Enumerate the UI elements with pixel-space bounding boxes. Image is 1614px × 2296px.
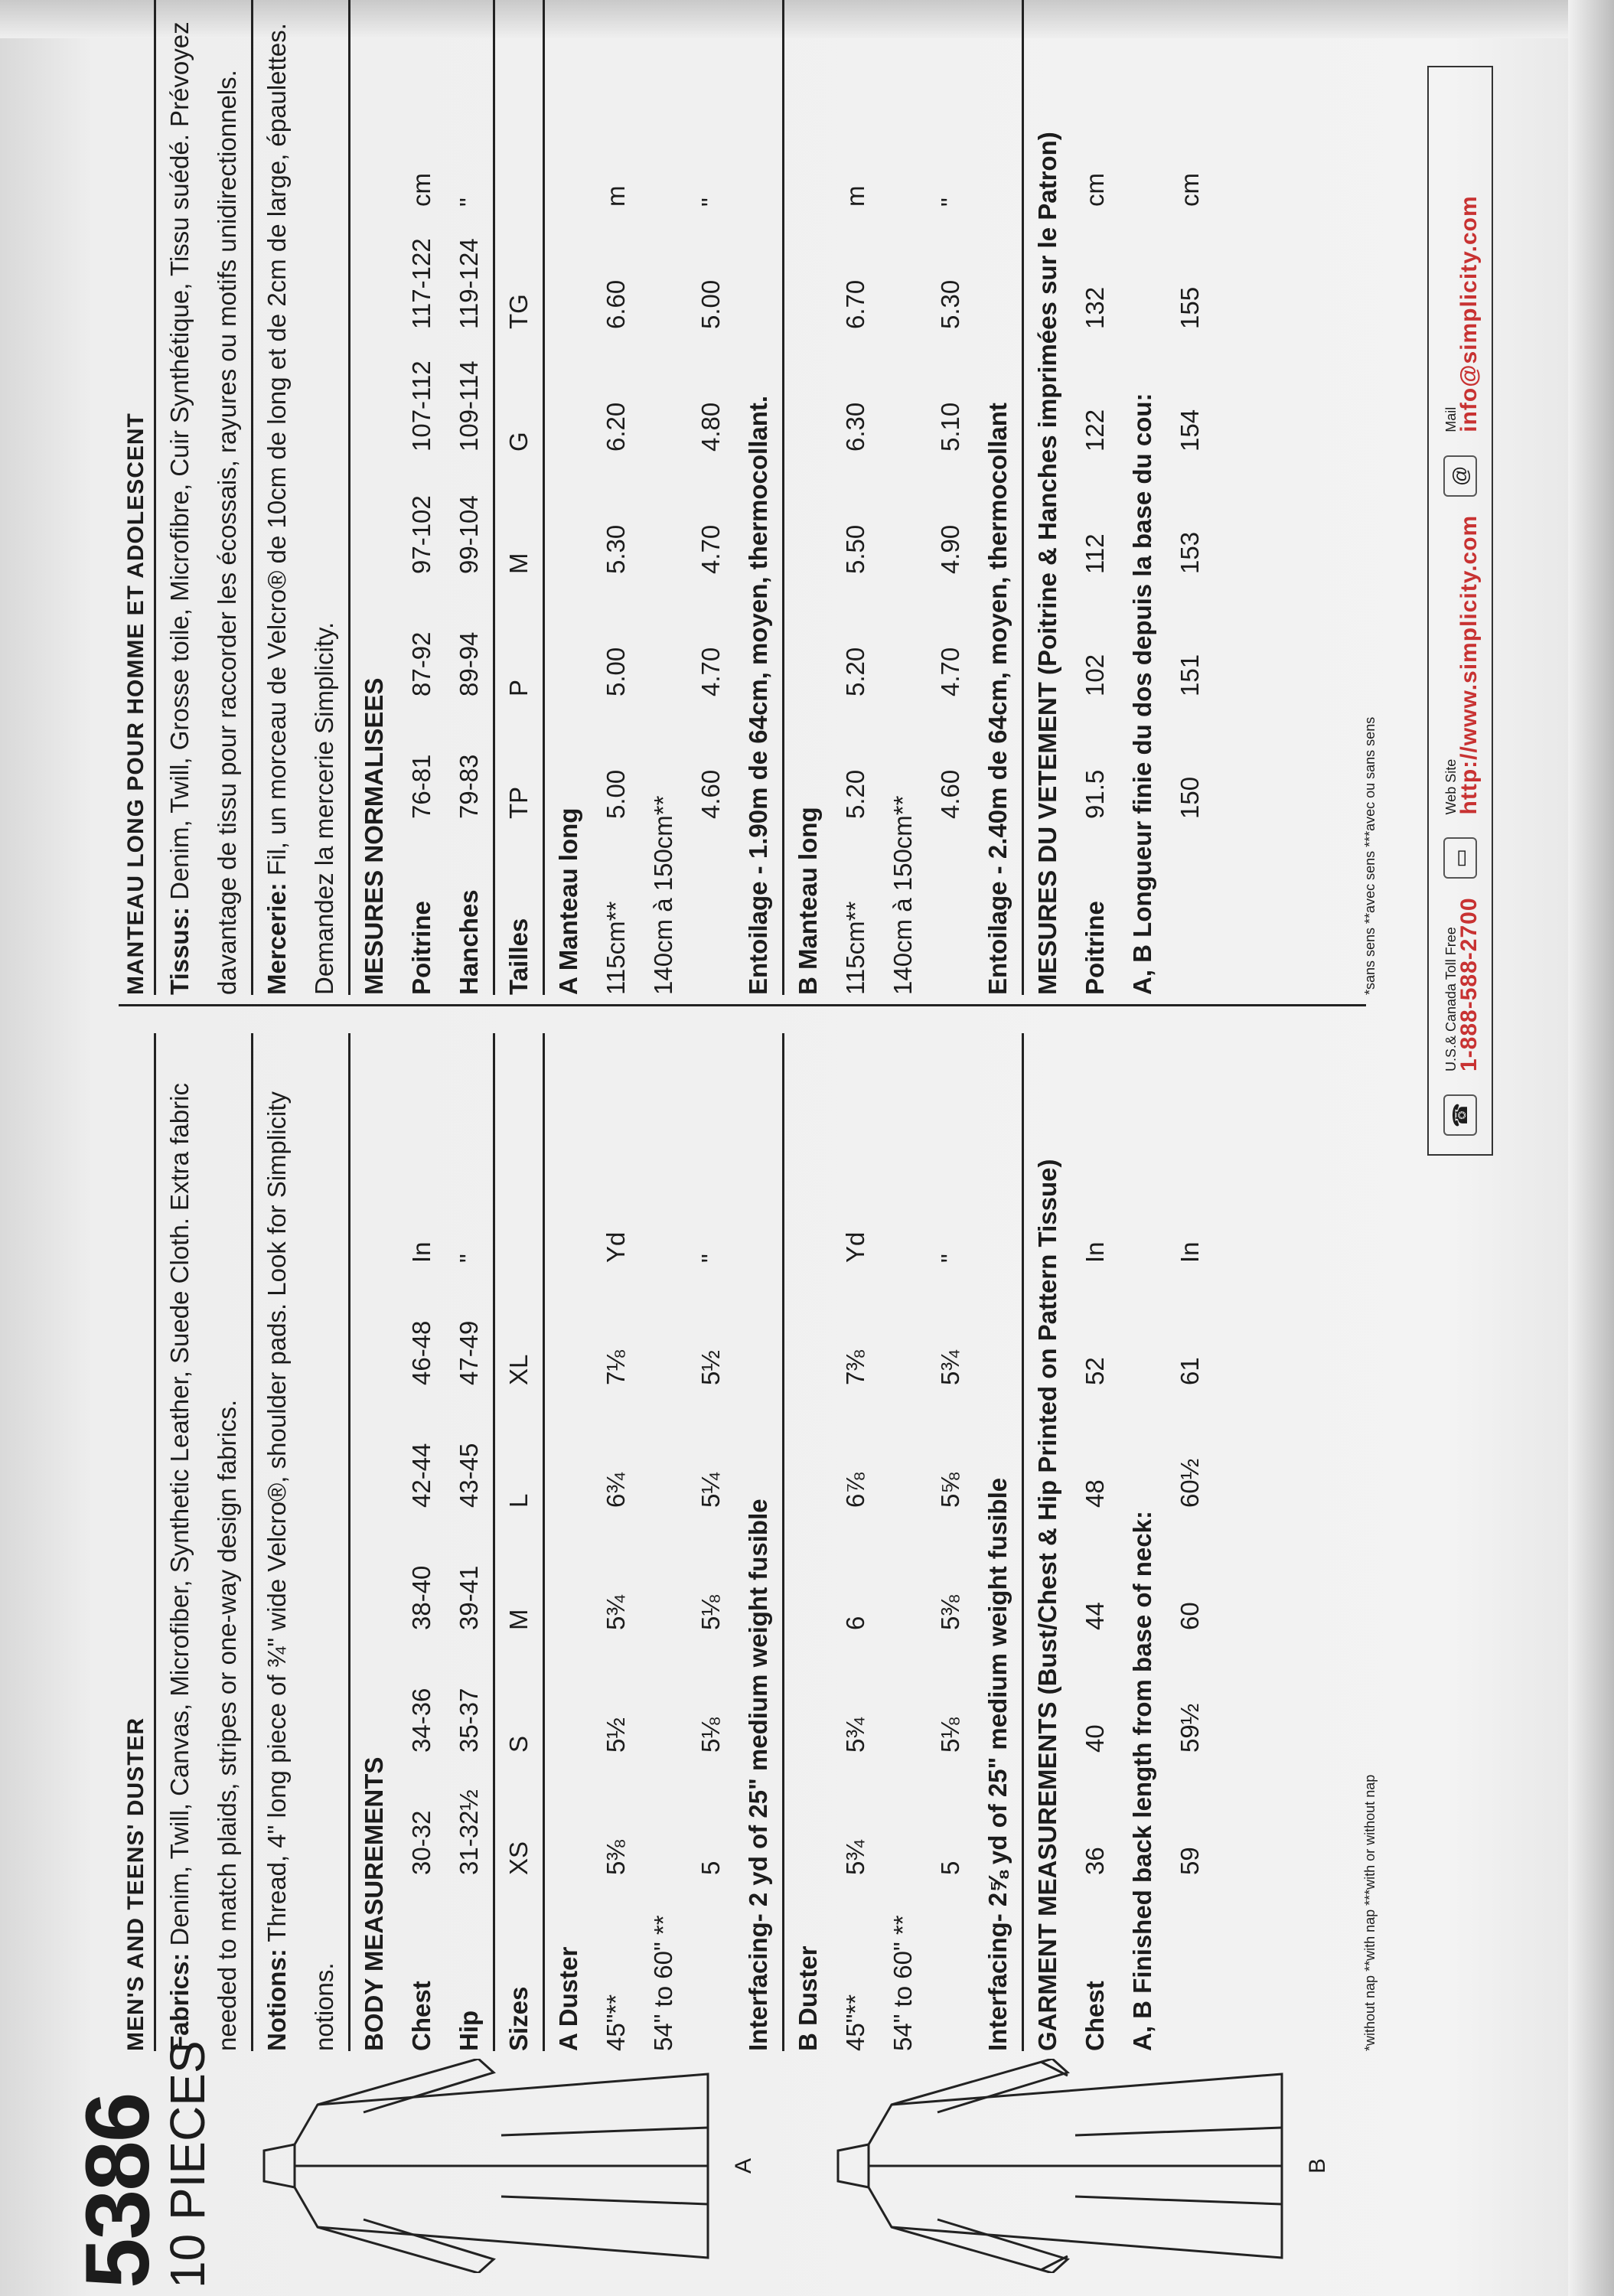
notions-label: Mercerie:	[262, 882, 291, 995]
cell: 4.70	[696, 524, 725, 574]
hip-row	[445, 0, 493, 995]
cell: XL	[504, 1354, 533, 1385]
yardage-row	[687, 0, 735, 995]
garment-chest-row	[1071, 1033, 1119, 2051]
cell: 87-92	[407, 631, 435, 696]
unit: "	[936, 197, 964, 207]
unit: Yd	[602, 1231, 630, 1263]
mail-block	[1442, 195, 1482, 432]
cell: 5.50	[841, 524, 869, 574]
row-label: Hip	[455, 2010, 483, 2051]
cell: 154	[1175, 409, 1204, 452]
cell: 46-48	[407, 1320, 435, 1385]
fabrics-text: Denim, Twill, Canvas, Microfiber, Synthetic Leather, Suede Cloth. Extra fabric needed to match plaids, stripes or one-way design fabrics.	[165, 1083, 241, 2051]
cell: 109-114	[455, 360, 483, 452]
back-length-heading: A, B Finished back length from base of neck:	[1128, 1511, 1156, 2051]
row-label: 45"**	[602, 1994, 630, 2051]
body-measurements-heading: MESURES NORMALISEES	[348, 0, 398, 995]
interfacing-a: Interfacing- 2 yd of 25" medium weight fusible	[744, 1499, 772, 2051]
cell: 36	[1081, 1847, 1109, 1875]
interfacing-b: Entoilage - 2.40m de 64cm, moyen, thermocollant	[983, 403, 1012, 995]
phone-block	[1442, 897, 1482, 1071]
view-b-heading: B Manteau long	[782, 0, 832, 995]
cell: P	[504, 679, 533, 696]
back-length-row	[1166, 1033, 1214, 2051]
cell: S	[504, 1735, 533, 1753]
french-fabrics	[156, 0, 251, 995]
unit: Yd	[841, 1231, 869, 1263]
row-label: Hanches	[455, 889, 483, 995]
fabrics-text: Denim, Twill, Grosse toile, Microfibre, Cuir Synthétique, Tissu suédé. Prévoyez davantage de tissu pour raccorder les écossais, rayures ou motifs unidirectionnels.	[165, 21, 241, 995]
cell: 52	[1081, 1357, 1109, 1385]
mail-link[interactable]: info@simplicity.com	[1456, 195, 1482, 432]
computer-icon: ▭	[1443, 837, 1477, 879]
cell: 59½	[1175, 1703, 1204, 1753]
contact-strip	[1427, 66, 1493, 1156]
english-title: MEN'S AND TEENS' DUSTER	[119, 1033, 156, 2051]
cell: 5.00	[602, 769, 630, 819]
column-divider	[119, 1004, 1366, 1006]
cell: M	[504, 1609, 533, 1630]
cell: M	[504, 553, 533, 574]
cell: 153	[1175, 531, 1204, 574]
chest-row	[398, 0, 445, 995]
cell: XS	[504, 1841, 533, 1875]
yardage-row	[592, 0, 640, 995]
cell: 59	[1175, 1847, 1204, 1875]
french-title: MANTEAU LONG POUR HOMME ET ADOLESCENT	[119, 0, 156, 995]
cell: 132	[1081, 286, 1109, 329]
yardage-row	[879, 0, 927, 995]
cell: 4.80	[696, 402, 725, 452]
cell: 6¾	[602, 1473, 630, 1508]
cell: 99-104	[455, 495, 483, 574]
cell: 42-44	[407, 1443, 435, 1508]
cell: 122	[1081, 409, 1109, 452]
garment-measurements-heading: MESURES DU VETEMENT (Poitrine & Hanches imprimées sur le Patron)	[1022, 0, 1071, 995]
row-label: 115cm**	[602, 901, 630, 995]
unit: "	[455, 1254, 483, 1263]
cell: 5⅜	[602, 1840, 630, 1875]
cell: 5	[696, 1861, 725, 1875]
cell: 44	[1081, 1602, 1109, 1630]
notions-text: Thread, 4" long piece of ¾" wide Velcro®, shoulder pads. Look for Simplicity notions.	[262, 1091, 338, 2051]
cell: 89-94	[455, 631, 483, 696]
cell: 5.20	[841, 769, 869, 819]
row-label: 54" to 60" **	[649, 1915, 677, 2051]
cell: 4.70	[696, 647, 725, 696]
row-label: 140cm à 150cm**	[889, 795, 917, 995]
unit: In	[407, 1241, 435, 1263]
unit: cm	[407, 173, 435, 207]
yardage-row	[640, 1033, 687, 2051]
garment-measurements-heading: GARMENT MEASUREMENTS (Bust/Chest & Hip Printed on Pattern Tissue)	[1022, 1033, 1071, 2051]
phone-icon: ☎	[1443, 1094, 1477, 1136]
body-measurements-heading: BODY MEASUREMENTS	[348, 1033, 398, 2051]
row-label: 115cm**	[841, 901, 869, 995]
cell: 6.30	[841, 402, 869, 452]
cell: 35-37	[455, 1688, 483, 1753]
cell: 5¾	[936, 1350, 964, 1385]
cell: 6.20	[602, 402, 630, 452]
cell: 117-122	[407, 238, 435, 329]
yardage-row	[927, 1033, 974, 2051]
cell: 5.20	[841, 647, 869, 696]
row-label: 54" to 60" **	[889, 1915, 917, 2051]
unit: In	[1081, 1241, 1109, 1263]
cell: 34-36	[407, 1688, 435, 1753]
unit: cm	[1175, 173, 1204, 207]
mail-label: Mail	[1443, 406, 1459, 432]
cell: 5¼	[696, 1473, 725, 1508]
email-icon: @	[1443, 455, 1477, 497]
notions-text: Fil, un morceau de Velcro® de 10cm de long et de 2cm de large, épaulettes. Demandez la mercerie Simplicity.	[262, 23, 338, 995]
fabrics-label: Fabrics:	[165, 1952, 194, 2051]
cell: 5½	[602, 1717, 630, 1753]
cell: 6.70	[841, 279, 869, 329]
view-a-heading: A Duster	[543, 1033, 592, 2051]
cell: 5.30	[936, 279, 964, 329]
cell: 151	[1175, 654, 1204, 696]
cell: 76-81	[407, 754, 435, 819]
cell: 5.10	[936, 402, 964, 452]
cell: 79-83	[455, 754, 483, 819]
cell: G	[504, 432, 533, 452]
french-notions	[251, 0, 348, 995]
cell: TP	[504, 786, 533, 819]
phone-number: 1-888-588-2700	[1456, 897, 1482, 1071]
cell: 4.90	[936, 524, 964, 574]
cell: 47-49	[455, 1320, 483, 1385]
cell: TG	[504, 294, 533, 329]
garment-chest-row	[1071, 0, 1119, 995]
cell: 5.00	[602, 647, 630, 696]
cell: 112	[1081, 533, 1109, 574]
cell: 7⅜	[841, 1350, 869, 1385]
phone-label: U.S.& Canada Toll Free	[1443, 927, 1459, 1071]
row-label: Chest	[1081, 1981, 1109, 2051]
cell: 6	[841, 1616, 869, 1630]
hip-row	[445, 1033, 493, 2051]
cell: 97-102	[407, 495, 435, 574]
yardage-row	[927, 0, 974, 995]
unit: m	[602, 185, 630, 207]
view-a-sketch	[249, 2059, 723, 2273]
cell: 48	[1081, 1479, 1109, 1508]
cell: 5½	[696, 1350, 725, 1385]
french-footnote: *sans sens **avec sens ***avec ou sans sens	[1362, 716, 1378, 995]
cell: 30-32	[407, 1810, 435, 1875]
cell: 5.30	[602, 524, 630, 574]
cell: 60	[1175, 1602, 1204, 1630]
cell: 60½	[1175, 1458, 1204, 1508]
french-column	[119, 0, 1214, 995]
yardage-row	[592, 1033, 640, 2051]
cell: 43-45	[455, 1443, 483, 1508]
cell: 4.60	[696, 769, 725, 819]
fabrics-label: Tissus:	[165, 907, 194, 995]
view-b-label: B	[1305, 2157, 1330, 2174]
cell: 4.60	[936, 769, 964, 819]
view-a-heading: A Manteau long	[543, 0, 592, 995]
cell: 102	[1081, 654, 1109, 696]
cell: 4.70	[936, 647, 964, 696]
english-notions	[251, 1033, 348, 2051]
pattern-back-sheet	[67, 15, 1542, 2288]
cell: 5⅜	[936, 1595, 964, 1630]
cell: 5⅛	[696, 1717, 725, 1753]
english-fabrics	[156, 1033, 251, 2051]
cell: 39-41	[455, 1565, 483, 1630]
web-label: Web Site	[1443, 758, 1459, 815]
cell: 38-40	[407, 1565, 435, 1630]
cell: 61	[1175, 1357, 1204, 1385]
sizes-row	[493, 1033, 543, 2051]
cell: 40	[1081, 1724, 1109, 1753]
english-column	[119, 1033, 1214, 2051]
cell: 91.5	[1081, 769, 1109, 819]
chest-row	[398, 1033, 445, 2051]
yardage-row	[832, 1033, 879, 2051]
row-label: 140cm à 150cm**	[649, 795, 677, 995]
unit: "	[455, 197, 483, 207]
notions-label: Notions:	[262, 1949, 291, 2051]
pattern-number: 5386	[67, 2093, 168, 2288]
interfacing-b: Interfacing- 2⅝ yd of 25" medium weight fusible	[983, 1477, 1012, 2051]
cell: 7⅛	[602, 1350, 630, 1385]
cell: 31-32½	[455, 1789, 483, 1875]
yardage-row	[879, 1033, 927, 2051]
unit: In	[1175, 1241, 1204, 1263]
interfacing-a: Entoilage - 1.90m de 64cm, moyen, thermocollant.	[744, 395, 772, 995]
unit: "	[936, 1254, 964, 1263]
cell: L	[504, 1493, 533, 1508]
cell: 5¾	[841, 1717, 869, 1753]
view-b-heading: B Duster	[782, 1033, 832, 2051]
view-b-sketch	[823, 2059, 1297, 2273]
cell: 5⅝	[936, 1473, 964, 1508]
row-label: Poitrine	[407, 901, 435, 995]
cell: 5	[936, 1861, 964, 1875]
cell: 5¾	[602, 1595, 630, 1630]
sizes-row	[493, 0, 543, 995]
english-footnote: *without nap **with nap ***with or without nap	[1362, 1774, 1378, 2051]
yardage-row	[832, 0, 879, 995]
row-label: Sizes	[504, 1986, 533, 2051]
piece-count: 10 PIECES	[160, 2040, 215, 2288]
row-label: Chest	[407, 1981, 435, 2051]
cell: 107-112	[407, 360, 435, 452]
unit: "	[696, 197, 725, 207]
back-length-row	[1166, 0, 1214, 995]
cell: 6⅞	[841, 1473, 869, 1508]
yardage-row	[640, 0, 687, 995]
web-block	[1442, 514, 1482, 815]
yardage-row	[687, 1033, 735, 2051]
cell: 5⅛	[696, 1595, 725, 1630]
unit: "	[696, 1254, 725, 1263]
back-length-heading: A, B Longueur finie du dos depuis la base du cou:	[1128, 393, 1156, 995]
web-link[interactable]: http://www.simplicity.com	[1456, 514, 1482, 815]
unit: cm	[1081, 173, 1109, 207]
cell: 5⅛	[936, 1717, 964, 1753]
cell: 119-124	[455, 238, 483, 329]
view-a-label: A	[731, 2157, 756, 2174]
cell: 155	[1175, 286, 1204, 329]
unit: m	[841, 185, 869, 207]
row-label: 45"**	[841, 1994, 869, 2051]
cell: 150	[1175, 776, 1204, 819]
cell: 6.60	[602, 279, 630, 329]
cell: 5.00	[696, 279, 725, 329]
row-label: Poitrine	[1081, 901, 1109, 995]
row-label: Tailles	[504, 918, 533, 995]
cell: 5¾	[841, 1840, 869, 1875]
scan-shadow-right	[1568, 0, 1614, 2296]
